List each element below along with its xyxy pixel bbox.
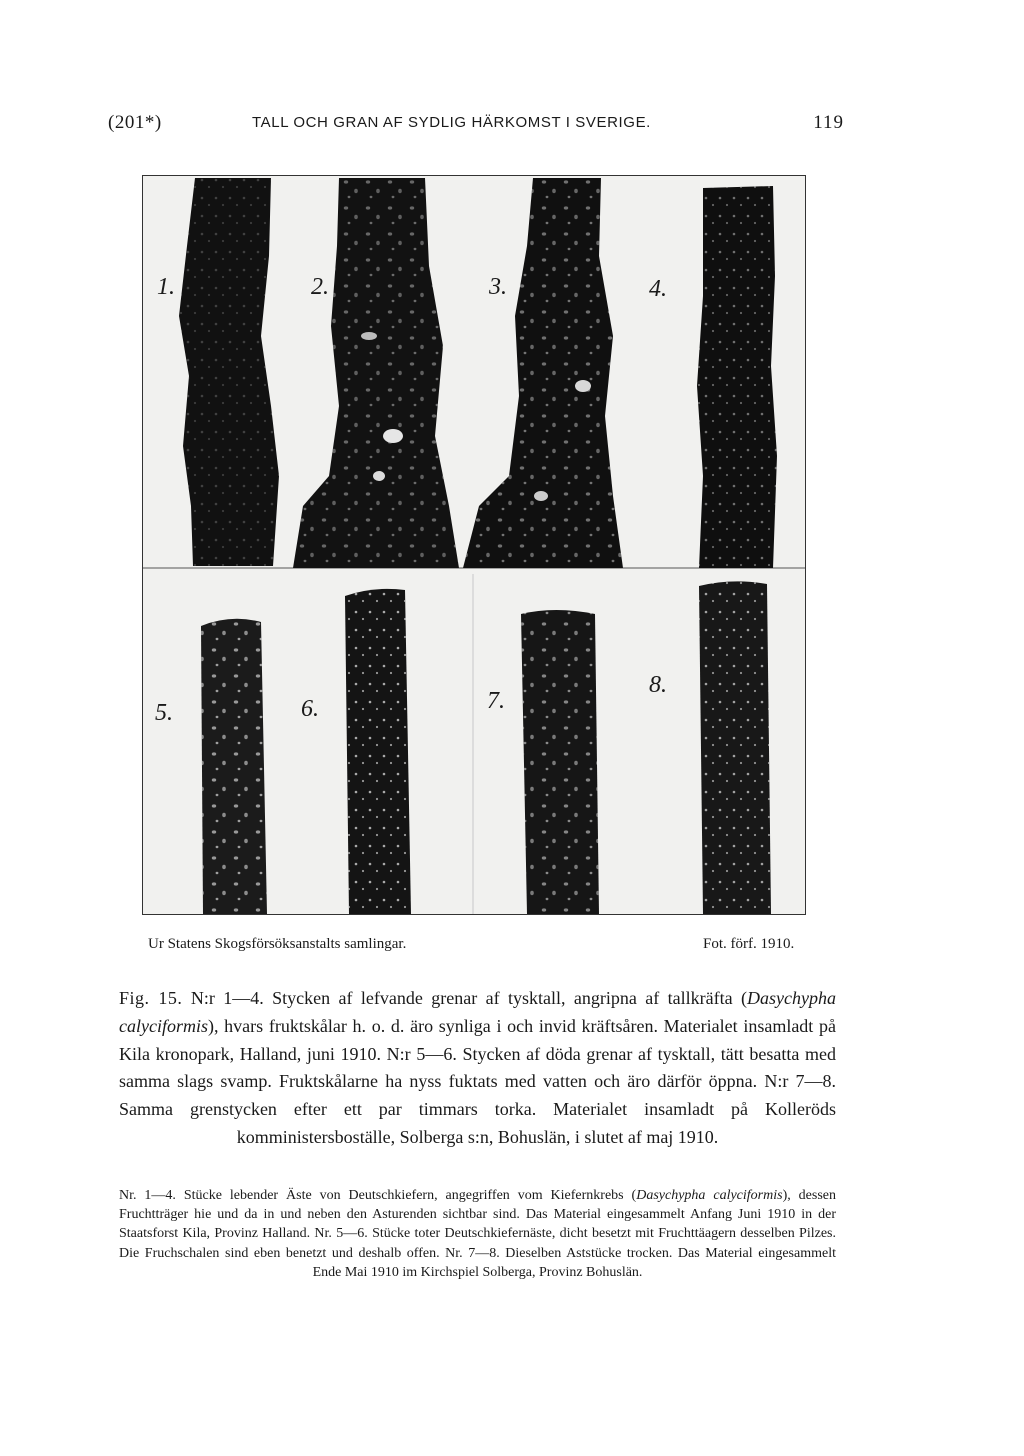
label-7: 7.	[487, 688, 505, 714]
caption-sv-text-1: N:r 1—4. Stycken af lefvande grenar af tysktall, angripna af tallkräfta (	[182, 988, 748, 1008]
caption-de-species: Dasychypha calyciformis	[636, 1188, 783, 1203]
header-title: TALL OCH GRAN AF SYDLIG HÄRKOMST I SVERIGE.	[252, 114, 651, 131]
specimen-4	[697, 186, 777, 568]
specimen-5	[201, 619, 267, 914]
photo-plate	[142, 175, 806, 915]
label-5: 5.	[155, 700, 173, 726]
label-3: 3.	[489, 274, 507, 300]
specimen-3	[463, 178, 623, 568]
caption-de-text-2: ), dessen Fruchtträger hie und da in und neben den Asturenden sichtbar sind. Das Material eingesammelt Anfang Juni 1910 in der Staatsforst Kila, Provinz Halland. Nr. 5—6. Stücke toter Deutschkiefernäste, dicht besetzt mit Fruchttäagern desselben Pilzes. Die Fruchschalen sind eben benetzt und deshalb offen. Nr. 7—8. Dieselben Aststücke trocken. Das Material eingesammelt Ende Mai 1910 im Kirchspiel Solberga, Provinz Bohuslän.	[119, 1188, 836, 1280]
photo-credit-source: Ur Statens Skogsförsöksanstalts samlingar.	[148, 936, 407, 952]
figure-caption-swedish	[119, 985, 836, 1152]
specimen-photograph	[143, 176, 805, 914]
label-1: 1.	[157, 274, 175, 300]
specimen-1	[179, 178, 279, 566]
label-4: 4.	[649, 276, 667, 302]
header-plate-number: (201*)	[108, 112, 162, 133]
header-page-number: 119	[813, 112, 844, 133]
caption-de-text-1: Nr. 1—4. Stücke lebender Äste von Deutschkiefern, angegriffen vom Kiefernkrebs (	[119, 1188, 637, 1203]
specimen-2	[293, 178, 459, 568]
specimen-8	[699, 581, 771, 914]
caption-sv-text-2: ), hvars fruktskålar h. o. d. äro synliga i och invid kräftsåren. Materialet insamladt på Kila kronopark, Halland, juni 1910. N:r 5—6. Stycken af döda grenar af tysktall, tätt besatta med samma slags svamp. Fruktskålarne ha nyss fuktats med vatten och äro därför öppna. N:r 7—8. Samma grenstycken efter ett par timmars torka. Materialet insamladt på Kolleröds komministersboställe, Solberga s:n, Bohuslän, i slutet af maj 1910.	[119, 1015, 836, 1147]
specimen-7	[521, 610, 599, 914]
figure-caption-german	[119, 1186, 836, 1282]
label-8: 8.	[649, 672, 667, 698]
label-6: 6.	[301, 696, 319, 722]
figure-number: Fig. 15.	[119, 988, 183, 1008]
label-2: 2.	[311, 274, 329, 300]
photo-credit-photographer: Fot. förf. 1910.	[703, 936, 795, 952]
specimen-6	[345, 589, 411, 914]
caption-sv-species: Dasychypha calyciformis	[119, 988, 836, 1036]
running-header	[108, 112, 844, 142]
